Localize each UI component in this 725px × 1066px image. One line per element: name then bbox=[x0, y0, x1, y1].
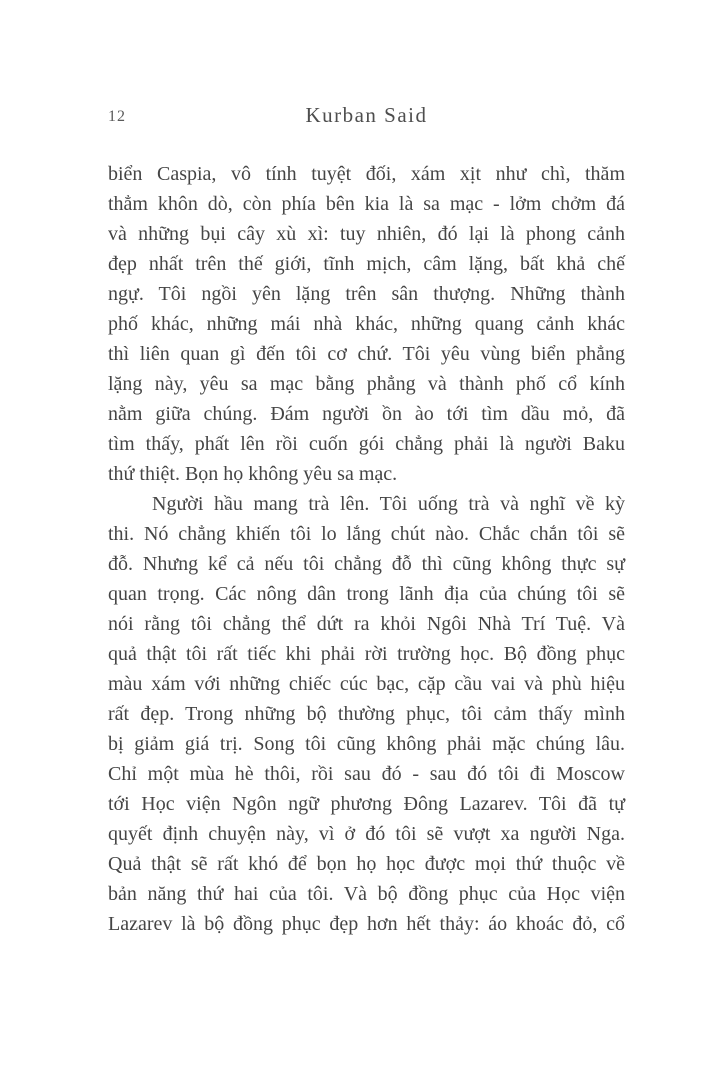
running-head: Kurban Said bbox=[305, 103, 428, 127]
text-line: lặng này, yêu sa mạc bằng phẳng và thành phố cổ kính bbox=[108, 373, 625, 395]
text-line: màu xám với những chiếc cúc bạc, cặp cầu vai và phù hiệu bbox=[108, 673, 625, 695]
text-line: đẹp nhất trên thế giới, tĩnh mịch, câm lặng, bất khả chế bbox=[108, 253, 625, 275]
page-header bbox=[108, 103, 625, 133]
text-line: ngự. Tôi ngồi yên lặng trên sân thượng. Những thành bbox=[108, 283, 625, 305]
text-line: quan trọng. Các nông dân trong lãnh địa của chúng tôi sẽ bbox=[108, 583, 625, 605]
text-line: rất đẹp. Trong những bộ thường phục, tôi cảm thấy mình bbox=[108, 703, 625, 725]
text-line: bản năng thứ hai của tôi. Và bộ đồng phục của Học viện bbox=[108, 883, 625, 905]
text-line: Lazarev là bộ đồng phục đẹp hơn hết thảy: áo khoác đỏ, cổ bbox=[108, 913, 625, 935]
text-line: thẳm khôn dò, còn phía bên kia là sa mạc - lởm chởm đá bbox=[108, 193, 625, 215]
text-line: tới Học viện Ngôn ngữ phương Đông Lazarev. Tôi đã tự bbox=[108, 793, 625, 815]
text-line: Quả thật sẽ rất khó để bọn họ học được mọi thứ thuộc về bbox=[108, 853, 625, 875]
text-line: nói rằng tôi chẳng thể dứt ra khỏi Ngôi Nhà Trí Tuệ. Và bbox=[108, 613, 625, 635]
text-line: biển Caspia, vô tính tuyệt đối, xám xịt như chì, thăm bbox=[108, 163, 625, 185]
text-line: phố khác, những mái nhà khác, những quang cảnh khác bbox=[108, 313, 625, 335]
text-line-paragraph-end: thứ thiệt. Bọn họ không yêu sa mạc. bbox=[108, 463, 398, 485]
body-text bbox=[108, 159, 625, 939]
text-line: tìm thấy, phất lên rồi cuốn gói chẳng phải là người Baku bbox=[108, 433, 625, 455]
text-line-paragraph-start: Người hầu mang trà lên. Tôi uống trà và nghĩ về kỳ bbox=[152, 493, 625, 515]
text-line: quyết định chuyện này, vì ở đó tôi sẽ vượt xa người Nga. bbox=[108, 823, 625, 845]
text-line: và những bụi cây xù xì: tuy nhiên, đó lại là phong cảnh bbox=[108, 223, 625, 245]
text-line: Chỉ một mùa hè thôi, rồi sau đó - sau đó tôi đi Moscow bbox=[108, 763, 625, 785]
text-line: đỗ. Nhưng kể cả nếu tôi chẳng đỗ thì cũng không thực sự bbox=[108, 553, 625, 575]
text-line: bị giảm giá trị. Song tôi cũng không phải mặc chúng lâu. bbox=[108, 733, 625, 755]
page-number: 12 bbox=[108, 108, 126, 125]
text-line: nằm giữa chúng. Đám người ồn ào tới tìm dầu mỏ, đã bbox=[108, 403, 625, 425]
text-line: quả thật tôi rất tiếc khi phải rời trường học. Bộ đồng phục bbox=[108, 643, 625, 665]
text-line: thì liên quan gì đến tôi cơ chứ. Tôi yêu vùng biển phẳng bbox=[108, 343, 625, 365]
text-line: thi. Nó chẳng khiến tôi lo lắng chút nào. Chắc chắn tôi sẽ bbox=[108, 523, 625, 545]
